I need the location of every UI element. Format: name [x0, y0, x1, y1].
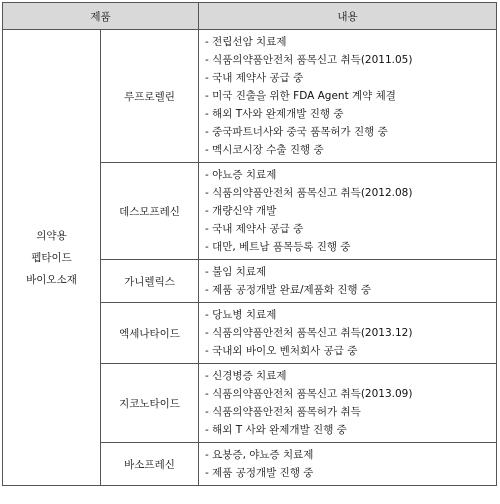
- category-line: 바이오소재: [26, 273, 77, 286]
- product-name: 가니렐릭스: [101, 260, 199, 303]
- product-details: [199, 260, 497, 303]
- detail-line: - 당뇨병 치료제: [205, 309, 277, 321]
- product-details: [199, 30, 497, 163]
- table-row: [3, 30, 497, 163]
- detail-line: - 신경병증 치료제: [205, 370, 287, 382]
- product-name: 지코노타이드: [101, 364, 199, 443]
- detail-line: - 요붕증, 야뇨증 치료제: [205, 449, 314, 461]
- detail-line: - 식품의약품안전처 품목신고 취득(2013.09): [205, 388, 413, 400]
- detail-line: - 국내 제약사 공급 중: [205, 223, 304, 235]
- detail-line: - 제품 공정개발 완료/제품화 진행 중: [205, 284, 372, 296]
- product-name: 바소프레신: [101, 443, 199, 486]
- category-cell: [3, 30, 101, 486]
- detail-line: - 국내외 바이오 벤처회사 공급 중: [205, 345, 358, 357]
- product-table: [2, 2, 497, 486]
- detail-line: - 불임 치료제: [205, 266, 267, 278]
- detail-line: - 전립선암 치료제: [205, 36, 287, 48]
- category-line: 펩타이드: [31, 251, 72, 264]
- detail-line: - 야뇨증 치료제: [205, 169, 277, 181]
- detail-line: - 국내 제약사 공급 중: [205, 72, 304, 84]
- detail-line: - 미국 진출을 위한 FDA Agent 계약 체결: [205, 90, 396, 102]
- product-details: [199, 303, 497, 364]
- product-details: [199, 443, 497, 486]
- detail-line: - 식품의약품안전처 품목신고 취득(2012.08): [205, 187, 413, 199]
- header-row: [3, 3, 497, 30]
- detail-line: - 중국파트너사와 중국 품목허가 진행 중: [205, 126, 388, 138]
- header-product: 제품: [3, 3, 199, 30]
- product-name: 루프로렐린: [101, 30, 199, 163]
- detail-line: - 식품의약품안전처 품목신고 취득(2013.12): [205, 327, 413, 339]
- detail-line: - 멕시코시장 수출 진행 중: [205, 144, 324, 156]
- detail-line: - 제품 공정개발 진행 중: [205, 467, 314, 479]
- product-details: [199, 163, 497, 260]
- header-content: 내용: [199, 3, 497, 30]
- detail-line: - 해외 T사와 완제개발 진행 중: [205, 108, 344, 120]
- detail-line: - 개량신약 개발: [205, 205, 277, 217]
- detail-line: - 대만, 베트남 품목등록 진행 중: [205, 241, 351, 253]
- detail-line: - 해외 T 사와 완제개발 진행 중: [205, 424, 347, 436]
- product-name: 엑세나타이드: [101, 303, 199, 364]
- product-name: 데스모프레신: [101, 163, 199, 260]
- detail-line: - 식품의약품안전처 품목허가 취득: [205, 406, 361, 418]
- detail-line: - 식품의약품안전처 품목신고 취득(2011.05): [205, 54, 413, 66]
- category-line: 의약용: [36, 229, 67, 242]
- product-details: [199, 364, 497, 443]
